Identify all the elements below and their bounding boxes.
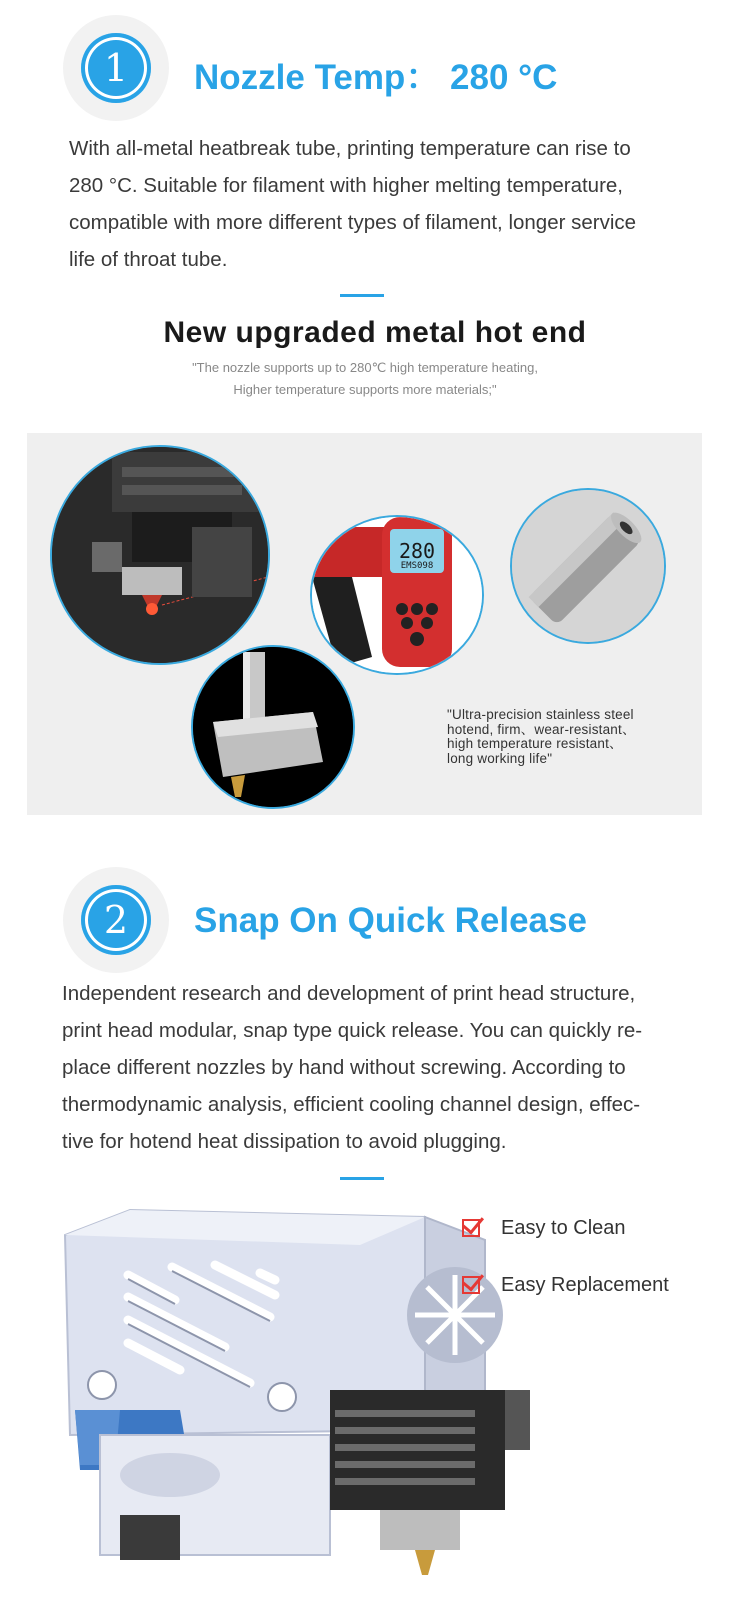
thermometer-model: EMS098 [400, 561, 434, 571]
caption-line: high temperature resistant、 [447, 736, 623, 751]
step-number-circle [81, 33, 151, 103]
feature-label: Easy Replacement [501, 1274, 669, 1296]
body-line: tive for hotend heat dissipation to avoid plugging. [62, 1130, 507, 1153]
section-2-body [62, 975, 722, 1160]
print-head-illustration [60, 1205, 540, 1605]
body-line: Independent research and development of print head structure, [62, 982, 636, 1005]
thermometer-reading: 280 [398, 539, 436, 563]
hotend-closeup-image [50, 445, 270, 665]
infrared-thermometer-image [310, 515, 484, 675]
step-number: 2 [103, 898, 129, 942]
body-line: print head modular, snap type quick release. You can quickly re- [62, 1019, 643, 1042]
section-1-body [69, 130, 709, 278]
hotend-caption [447, 708, 636, 766]
divider [340, 1177, 384, 1180]
checkbox-checked-icon [462, 1219, 480, 1237]
hotend-quote-line-1: "The nozzle supports up to 280℃ high temperature heating, [192, 360, 538, 375]
body-line: place different nozzles by hand without screwing. According to [62, 1056, 626, 1079]
throat-tube-image [510, 488, 666, 644]
section-title-nozzle-temp: Nozzle Temp： 280 °C [194, 58, 558, 97]
feature-label: Easy to Clean [501, 1217, 626, 1239]
caption-line: hotend, firm、wear-resistant、 [447, 721, 636, 737]
hotend-quote-line-2: Higher temperature supports more materials;" [233, 382, 497, 397]
step-badge-1 [63, 15, 169, 121]
body-line: 280 °C. Suitable for filament with higher melting temperature, [69, 174, 624, 197]
body-line: With all-metal heatbreak tube, printing temperature can rise to [69, 137, 631, 160]
caption-line: long working life" [447, 750, 553, 766]
section-title-snap-release: Snap On Quick Release [194, 901, 587, 940]
body-line: life of throat tube. [69, 248, 228, 271]
body-line: thermodynamic analysis, efficient cooling channel design, effec- [62, 1093, 641, 1116]
step-number-circle [81, 885, 151, 955]
heater-block-image [191, 645, 355, 809]
step-badge-2 [63, 867, 169, 973]
hotend-photo-panel [27, 433, 702, 815]
divider [340, 294, 384, 297]
checkbox-checked-icon [462, 1276, 480, 1294]
step-number: 1 [103, 46, 129, 90]
caption-line: "Ultra-precision stainless steel [447, 707, 634, 722]
body-line: compatible with more different types of filament, longer service [69, 211, 637, 234]
hotend-heading: New upgraded metal hot end [163, 316, 587, 349]
